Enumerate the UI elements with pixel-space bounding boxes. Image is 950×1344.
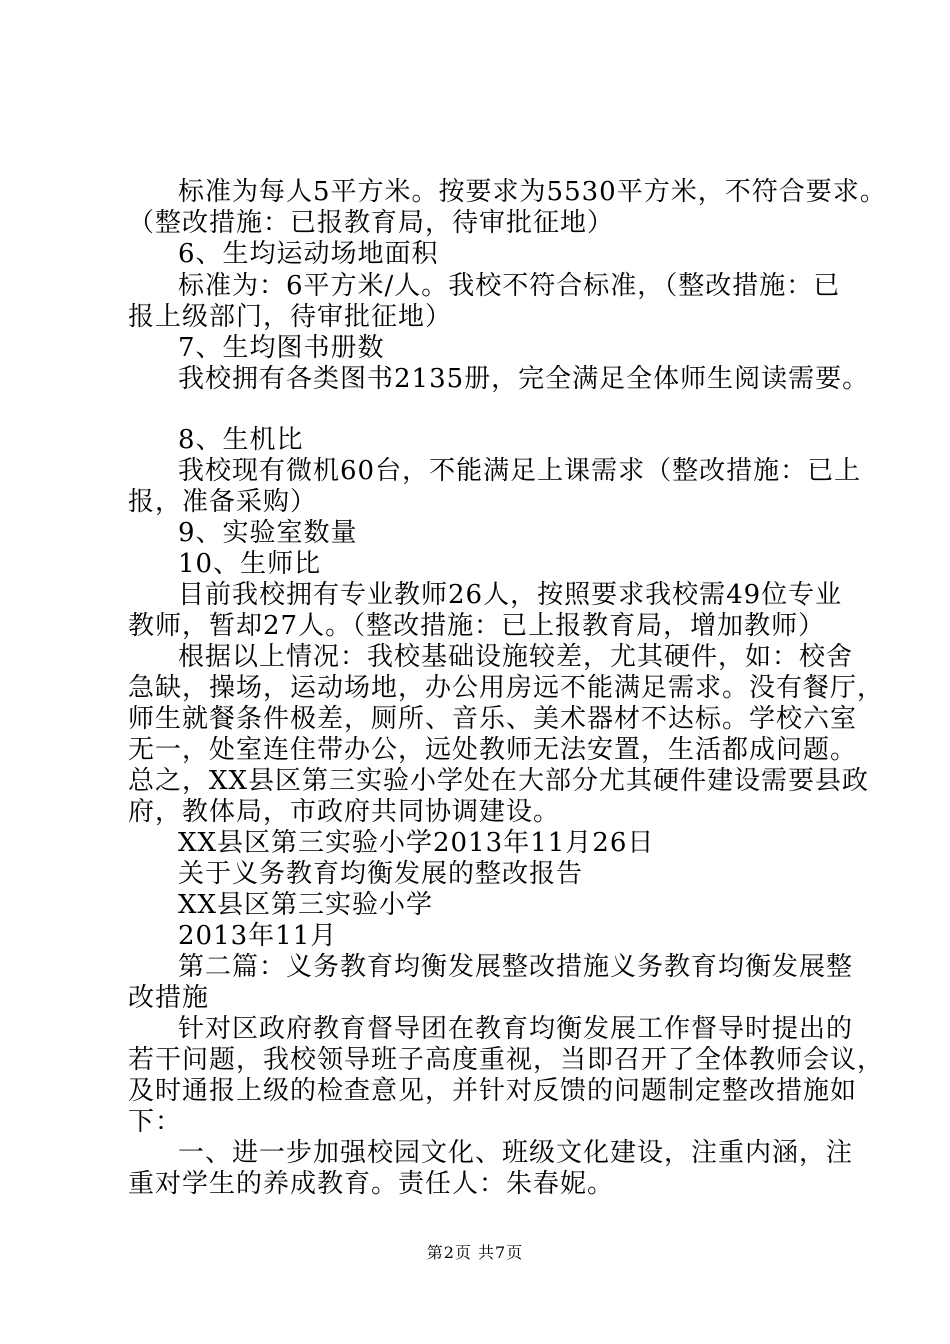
paragraph-line: 一、进一步加强校园文化、班级文化建设，注重内涵，注 [178, 1138, 854, 1168]
paragraph-line: 标准为每人5平方米。按要求为5530平方米，不符合要求。 [178, 177, 887, 207]
paragraph-line: 师生就餐条件极差，厕所、音乐、美术器材不达标。学校六室 [128, 704, 858, 734]
signature-line: XX县区第三实验小学2013年11月26日 [178, 828, 655, 858]
paragraph-line: 目前我校拥有专业教师26人，按照要求我校需49位专业 [178, 580, 843, 610]
paragraph-line: 我校拥有各类图书2135册，完全满足全体师生阅读需要。 [178, 364, 870, 394]
section-heading: 9、实验室数量 [178, 518, 358, 548]
paragraph-line: 针对区政府教育督导团在教育均衡发展工作督导时提出的 [178, 1014, 854, 1044]
paragraph-line: 报，准备采购） [128, 487, 318, 517]
page-number-footer: 第2页 共7页 [426, 1243, 524, 1262]
section-heading: 7、生均图书册数 [178, 333, 385, 363]
paragraph-line: 无一，处室连住带办公，远处教师无法安置，生活都成问题。 [128, 735, 858, 765]
paragraph-line: 下： [128, 1107, 183, 1137]
section-heading: 8、生机比 [178, 425, 304, 455]
paragraph-line: 教师，暂却27人。（整改措施：已上报教育局，增加教师） [128, 611, 826, 641]
paragraph-line: 若干问题，我校领导班子高度重视，当即召开了全体教师会议， [128, 1045, 885, 1075]
paragraph-line: 及时通报上级的检查意见，并针对反馈的问题制定整改措施如 [128, 1076, 858, 1106]
paragraph-line: 根据以上情况：我校基础设施较差，尤其硬件，如：校舍 [178, 642, 854, 672]
paragraph-line: 重对学生的养成教育。责任人：朱春妮。 [128, 1169, 615, 1199]
paragraph-line: 总之，XX县区第三实验小学处在大部分尤其硬件建设需要县政 [128, 766, 870, 796]
paragraph-line: 急缺，操场，运动场地，办公用房远不能满足需求。没有餐厅， [128, 673, 885, 703]
paragraph-line: 府，教体局，市政府共同协调建设。 [128, 797, 561, 827]
report-date: 2013年11月 [178, 921, 338, 951]
report-title: 关于义务教育均衡发展的整改报告 [178, 859, 584, 889]
school-name: XX县区第三实验小学 [178, 890, 434, 920]
paragraph-line: 报上级部门，待审批征地） [128, 302, 453, 332]
paragraph-line: （整改措施：已报教育局，待审批征地） [128, 208, 615, 238]
paragraph-line: 我校现有微机60台，不能满足上课需求（整改措施：已上 [178, 456, 862, 486]
section-heading: 6、生均运动场地面积 [178, 239, 439, 269]
paragraph-line: 标准为：6平方米/人。我校不符合标准，（整改措施：已 [178, 271, 841, 301]
paragraph-line: 改措施 [128, 983, 210, 1013]
section-heading: 10、生师比 [178, 549, 322, 579]
chapter-title: 第二篇：义务教育均衡发展整改措施义务教育均衡发展整 [178, 952, 854, 982]
